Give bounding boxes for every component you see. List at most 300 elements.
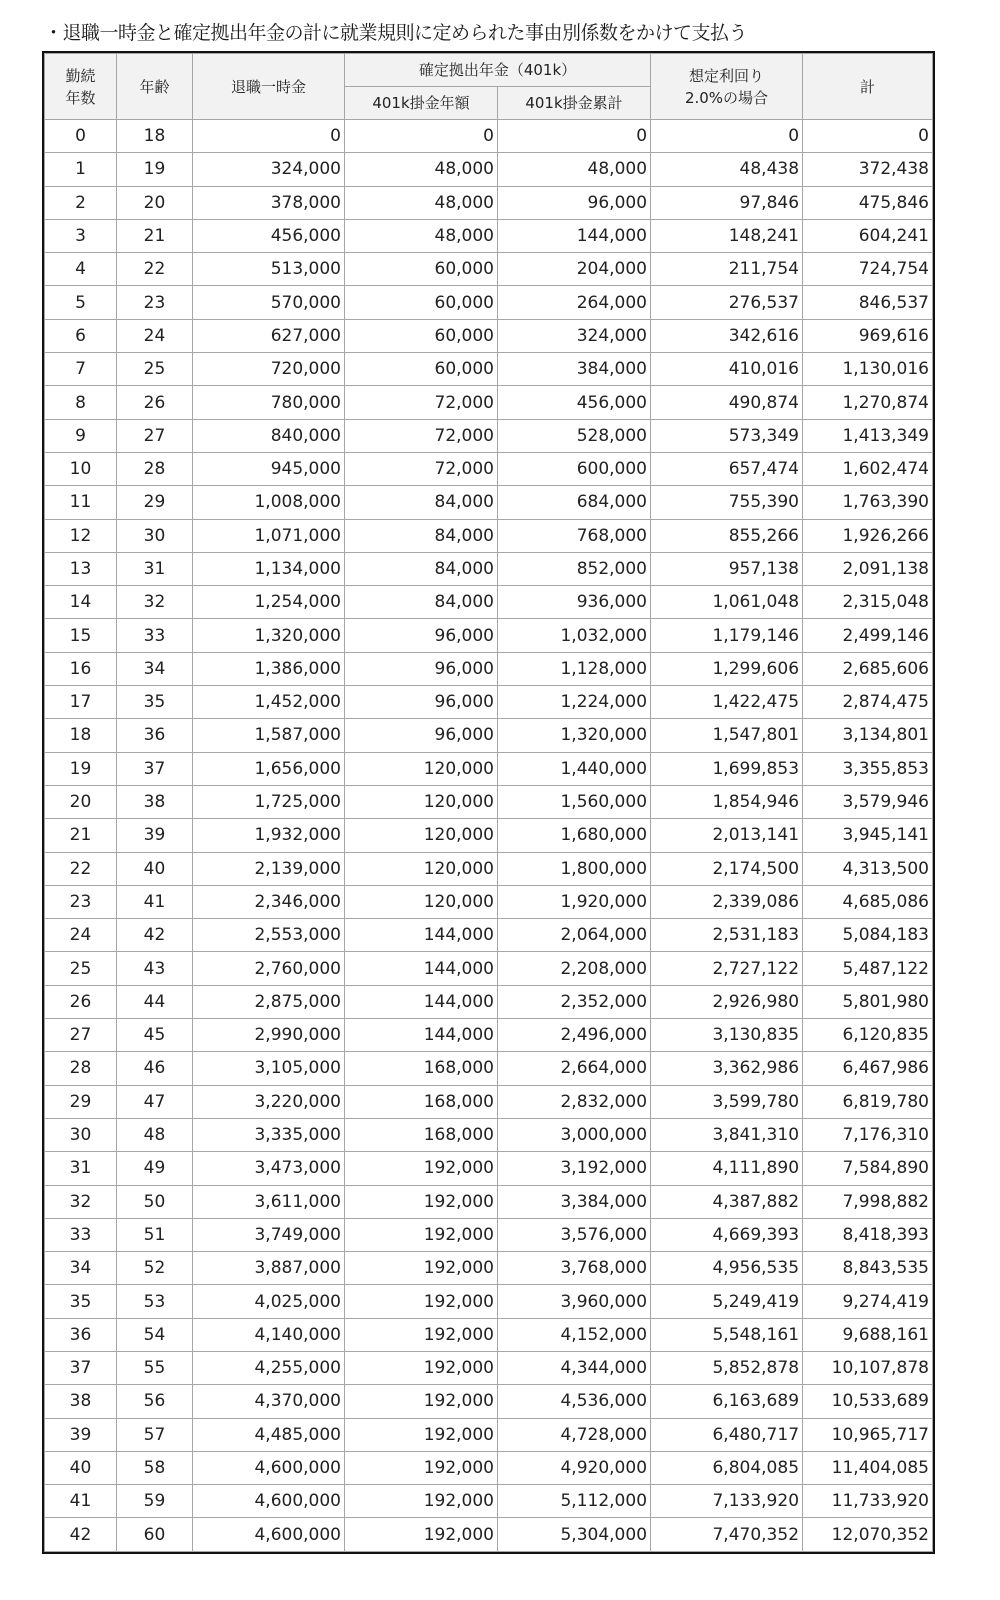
lump-sum-cell: 0 (193, 120, 345, 153)
dc-annual-cell: 192,000 (345, 1518, 498, 1551)
years-cell: 6 (45, 319, 117, 352)
years-cell: 2 (45, 186, 117, 219)
table-row (45, 752, 933, 785)
years-cell: 17 (45, 686, 117, 719)
total-cell: 6,819,780 (803, 1085, 933, 1118)
dc-annual-cell: 72,000 (345, 386, 498, 419)
dc-cumulative-cell: 2,832,000 (498, 1085, 651, 1118)
years-cell: 41 (45, 1485, 117, 1518)
dc-annual-cell: 144,000 (345, 919, 498, 952)
lump-sum-cell: 1,254,000 (193, 586, 345, 619)
assumed-yield-cell: 4,387,882 (651, 1185, 803, 1218)
header-assumed-yield (651, 54, 803, 120)
lump-sum-cell: 4,600,000 (193, 1518, 345, 1551)
dc-cumulative-cell: 3,960,000 (498, 1285, 651, 1318)
lump-sum-cell: 3,749,000 (193, 1218, 345, 1251)
years-cell: 31 (45, 1152, 117, 1185)
lump-sum-cell: 1,932,000 (193, 819, 345, 852)
years-cell: 15 (45, 619, 117, 652)
total-cell: 8,418,393 (803, 1218, 933, 1251)
dc-cumulative-cell: 4,344,000 (498, 1351, 651, 1384)
total-cell: 846,537 (803, 286, 933, 319)
dc-annual-cell: 96,000 (345, 686, 498, 719)
header-years-line2: 年数 (65, 88, 96, 107)
age-cell: 22 (117, 253, 193, 286)
total-cell: 6,467,986 (803, 1052, 933, 1085)
dc-annual-cell: 60,000 (345, 319, 498, 352)
assumed-yield-cell: 573,349 (651, 419, 803, 452)
table-row (45, 1152, 933, 1185)
dc-cumulative-cell: 96,000 (498, 186, 651, 219)
years-cell: 34 (45, 1252, 117, 1285)
dc-annual-cell: 84,000 (345, 586, 498, 619)
assumed-yield-cell: 3,130,835 (651, 1019, 803, 1052)
table-row (45, 1085, 933, 1118)
table-row (45, 519, 933, 552)
table-row (45, 386, 933, 419)
table-row (45, 819, 933, 852)
assumed-yield-cell: 755,390 (651, 486, 803, 519)
years-cell: 21 (45, 819, 117, 852)
assumed-yield-cell: 2,174,500 (651, 852, 803, 885)
assumed-yield-cell: 6,480,717 (651, 1418, 803, 1451)
dc-annual-cell: 96,000 (345, 652, 498, 685)
lump-sum-cell: 945,000 (193, 452, 345, 485)
dc-annual-cell: 192,000 (345, 1351, 498, 1384)
lump-sum-cell: 570,000 (193, 286, 345, 319)
lump-sum-cell: 2,553,000 (193, 919, 345, 952)
dc-annual-cell: 84,000 (345, 552, 498, 585)
table-row (45, 619, 933, 652)
assumed-yield-cell: 657,474 (651, 452, 803, 485)
dc-annual-cell: 60,000 (345, 286, 498, 319)
lump-sum-cell: 1,320,000 (193, 619, 345, 652)
years-cell: 29 (45, 1085, 117, 1118)
assumed-yield-cell: 3,841,310 (651, 1118, 803, 1151)
dc-cumulative-cell: 1,320,000 (498, 719, 651, 752)
years-cell: 28 (45, 1052, 117, 1085)
table-row (45, 286, 933, 319)
table-row (45, 186, 933, 219)
lump-sum-cell: 378,000 (193, 186, 345, 219)
dc-annual-cell: 144,000 (345, 985, 498, 1018)
table-header (45, 54, 933, 120)
years-cell: 1 (45, 153, 117, 186)
total-cell: 7,998,882 (803, 1185, 933, 1218)
total-cell: 1,270,874 (803, 386, 933, 419)
age-cell: 21 (117, 219, 193, 252)
dc-cumulative-cell: 0 (498, 120, 651, 153)
dc-cumulative-cell: 2,664,000 (498, 1052, 651, 1085)
lump-sum-cell: 4,600,000 (193, 1485, 345, 1518)
table-row (45, 319, 933, 352)
age-cell: 59 (117, 1485, 193, 1518)
years-cell: 37 (45, 1351, 117, 1384)
years-cell: 13 (45, 552, 117, 585)
total-cell: 7,176,310 (803, 1118, 933, 1151)
header-years-line1: 勤続 (65, 66, 96, 85)
age-cell: 44 (117, 985, 193, 1018)
retirement-table (44, 53, 933, 1552)
dc-cumulative-cell: 3,768,000 (498, 1252, 651, 1285)
assumed-yield-cell: 4,669,393 (651, 1218, 803, 1251)
header-dc-group: 確定拠出年金（401k） (345, 54, 651, 87)
age-cell: 42 (117, 919, 193, 952)
age-cell: 58 (117, 1451, 193, 1484)
lump-sum-cell: 4,370,000 (193, 1385, 345, 1418)
dc-cumulative-cell: 936,000 (498, 586, 651, 619)
age-cell: 53 (117, 1285, 193, 1318)
lump-sum-cell: 2,139,000 (193, 852, 345, 885)
age-cell: 32 (117, 586, 193, 619)
table-row (45, 785, 933, 818)
retirement-benefit-table (42, 51, 935, 1554)
dc-cumulative-cell: 4,728,000 (498, 1418, 651, 1451)
table-row (45, 452, 933, 485)
dc-cumulative-cell: 1,032,000 (498, 619, 651, 652)
total-cell: 10,965,717 (803, 1418, 933, 1451)
assumed-yield-cell: 2,339,086 (651, 885, 803, 918)
dc-annual-cell: 168,000 (345, 1052, 498, 1085)
years-cell: 38 (45, 1385, 117, 1418)
assumed-yield-cell: 1,179,146 (651, 619, 803, 652)
years-cell: 27 (45, 1019, 117, 1052)
years-cell: 20 (45, 785, 117, 818)
years-cell: 40 (45, 1451, 117, 1484)
age-cell: 25 (117, 353, 193, 386)
dc-cumulative-cell: 1,920,000 (498, 885, 651, 918)
assumed-yield-cell: 5,548,161 (651, 1318, 803, 1351)
years-cell: 11 (45, 486, 117, 519)
lump-sum-cell: 1,008,000 (193, 486, 345, 519)
dc-cumulative-cell: 324,000 (498, 319, 651, 352)
age-cell: 33 (117, 619, 193, 652)
years-cell: 33 (45, 1218, 117, 1251)
dc-cumulative-cell: 264,000 (498, 286, 651, 319)
dc-cumulative-cell: 600,000 (498, 452, 651, 485)
table-row (45, 952, 933, 985)
dc-cumulative-cell: 4,152,000 (498, 1318, 651, 1351)
table-row (45, 120, 933, 153)
lump-sum-cell: 4,025,000 (193, 1285, 345, 1318)
dc-annual-cell: 48,000 (345, 153, 498, 186)
dc-cumulative-cell: 3,192,000 (498, 1152, 651, 1185)
dc-annual-cell: 192,000 (345, 1385, 498, 1418)
assumed-yield-cell: 957,138 (651, 552, 803, 585)
dc-cumulative-cell: 384,000 (498, 353, 651, 386)
assumed-yield-cell: 0 (651, 120, 803, 153)
total-cell: 6,120,835 (803, 1019, 933, 1052)
table-row (45, 1118, 933, 1151)
lump-sum-cell: 2,875,000 (193, 985, 345, 1018)
years-cell: 24 (45, 919, 117, 952)
lump-sum-cell: 1,587,000 (193, 719, 345, 752)
table-row (45, 153, 933, 186)
table-row (45, 1418, 933, 1451)
dc-annual-cell: 168,000 (345, 1085, 498, 1118)
dc-cumulative-cell: 3,384,000 (498, 1185, 651, 1218)
dc-cumulative-cell: 684,000 (498, 486, 651, 519)
age-cell: 37 (117, 752, 193, 785)
years-cell: 16 (45, 652, 117, 685)
assumed-yield-cell: 855,266 (651, 519, 803, 552)
years-cell: 5 (45, 286, 117, 319)
lump-sum-cell: 324,000 (193, 153, 345, 186)
dc-cumulative-cell: 3,576,000 (498, 1218, 651, 1251)
dc-cumulative-cell: 3,000,000 (498, 1118, 651, 1151)
years-cell: 36 (45, 1318, 117, 1351)
table-row (45, 353, 933, 386)
years-cell: 35 (45, 1285, 117, 1318)
years-cell: 0 (45, 120, 117, 153)
dc-cumulative-cell: 1,800,000 (498, 852, 651, 885)
total-cell: 4,313,500 (803, 852, 933, 885)
dc-cumulative-cell: 2,064,000 (498, 919, 651, 952)
assumed-yield-cell: 276,537 (651, 286, 803, 319)
assumed-yield-cell: 3,599,780 (651, 1085, 803, 1118)
total-cell: 10,533,689 (803, 1385, 933, 1418)
dc-cumulative-cell: 852,000 (498, 552, 651, 585)
dc-cumulative-cell: 1,224,000 (498, 686, 651, 719)
table-row (45, 686, 933, 719)
age-cell: 28 (117, 452, 193, 485)
lump-sum-cell: 2,990,000 (193, 1019, 345, 1052)
table-row (45, 1451, 933, 1484)
total-cell: 2,315,048 (803, 586, 933, 619)
age-cell: 19 (117, 153, 193, 186)
table-row (45, 919, 933, 952)
dc-annual-cell: 192,000 (345, 1252, 498, 1285)
table-row (45, 1218, 933, 1251)
table-row (45, 419, 933, 452)
dc-annual-cell: 60,000 (345, 253, 498, 286)
dc-cumulative-cell: 1,560,000 (498, 785, 651, 818)
age-cell: 27 (117, 419, 193, 452)
assumed-yield-cell: 6,804,085 (651, 1451, 803, 1484)
lump-sum-cell: 3,105,000 (193, 1052, 345, 1085)
dc-annual-cell: 144,000 (345, 1019, 498, 1052)
total-cell: 9,688,161 (803, 1318, 933, 1351)
total-cell: 604,241 (803, 219, 933, 252)
total-cell: 12,070,352 (803, 1518, 933, 1551)
years-cell: 4 (45, 253, 117, 286)
total-cell: 475,846 (803, 186, 933, 219)
table-row (45, 1252, 933, 1285)
assumed-yield-cell: 1,061,048 (651, 586, 803, 619)
dc-cumulative-cell: 144,000 (498, 219, 651, 252)
table-row (45, 1185, 933, 1218)
age-cell: 55 (117, 1351, 193, 1384)
dc-annual-cell: 168,000 (345, 1118, 498, 1151)
table-row (45, 586, 933, 619)
header-yield-line2: 2.0%の場合 (684, 88, 769, 107)
lump-sum-cell: 1,452,000 (193, 686, 345, 719)
age-cell: 47 (117, 1085, 193, 1118)
assumed-yield-cell: 3,362,986 (651, 1052, 803, 1085)
lump-sum-cell: 840,000 (193, 419, 345, 452)
dc-annual-cell: 120,000 (345, 752, 498, 785)
assumed-yield-cell: 1,422,475 (651, 686, 803, 719)
dc-cumulative-cell: 2,496,000 (498, 1019, 651, 1052)
assumed-yield-cell: 4,111,890 (651, 1152, 803, 1185)
age-cell: 23 (117, 286, 193, 319)
dc-cumulative-cell: 1,680,000 (498, 819, 651, 852)
lump-sum-cell: 3,611,000 (193, 1185, 345, 1218)
table-row (45, 486, 933, 519)
assumed-yield-cell: 48,438 (651, 153, 803, 186)
age-cell: 30 (117, 519, 193, 552)
age-cell: 39 (117, 819, 193, 852)
dc-annual-cell: 48,000 (345, 186, 498, 219)
assumed-yield-cell: 2,926,980 (651, 985, 803, 1018)
dc-cumulative-cell: 204,000 (498, 253, 651, 286)
table-row (45, 1318, 933, 1351)
age-cell: 24 (117, 319, 193, 352)
header-yield-line1: 想定利回り (689, 66, 765, 85)
lump-sum-cell: 3,220,000 (193, 1085, 345, 1118)
dc-annual-cell: 192,000 (345, 1318, 498, 1351)
dc-annual-cell: 0 (345, 120, 498, 153)
dc-annual-cell: 48,000 (345, 219, 498, 252)
assumed-yield-cell: 342,616 (651, 319, 803, 352)
dc-annual-cell: 192,000 (345, 1285, 498, 1318)
lump-sum-cell: 720,000 (193, 353, 345, 386)
lump-sum-cell: 1,725,000 (193, 785, 345, 818)
age-cell: 52 (117, 1252, 193, 1285)
total-cell: 372,438 (803, 153, 933, 186)
age-cell: 40 (117, 852, 193, 885)
dc-annual-cell: 120,000 (345, 819, 498, 852)
table-row (45, 552, 933, 585)
dc-cumulative-cell: 2,352,000 (498, 985, 651, 1018)
age-cell: 35 (117, 686, 193, 719)
years-cell: 18 (45, 719, 117, 752)
lump-sum-cell: 4,255,000 (193, 1351, 345, 1384)
years-cell: 26 (45, 985, 117, 1018)
lump-sum-cell: 456,000 (193, 219, 345, 252)
age-cell: 31 (117, 552, 193, 585)
total-cell: 2,499,146 (803, 619, 933, 652)
table-row (45, 1351, 933, 1384)
dc-cumulative-cell: 4,920,000 (498, 1451, 651, 1484)
years-cell: 8 (45, 386, 117, 419)
header-dc-annual: 401k掛金年額 (345, 87, 498, 120)
age-cell: 26 (117, 386, 193, 419)
dc-cumulative-cell: 768,000 (498, 519, 651, 552)
dc-annual-cell: 120,000 (345, 785, 498, 818)
years-cell: 32 (45, 1185, 117, 1218)
total-cell: 0 (803, 120, 933, 153)
dc-annual-cell: 120,000 (345, 852, 498, 885)
dc-cumulative-cell: 1,440,000 (498, 752, 651, 785)
table-row (45, 719, 933, 752)
lump-sum-cell: 627,000 (193, 319, 345, 352)
table-row (45, 985, 933, 1018)
dc-cumulative-cell: 2,208,000 (498, 952, 651, 985)
total-cell: 969,616 (803, 319, 933, 352)
total-cell: 9,274,419 (803, 1285, 933, 1318)
dc-annual-cell: 84,000 (345, 486, 498, 519)
assumed-yield-cell: 4,956,535 (651, 1252, 803, 1285)
total-cell: 8,843,535 (803, 1252, 933, 1285)
total-cell: 2,874,475 (803, 686, 933, 719)
total-cell: 3,134,801 (803, 719, 933, 752)
lump-sum-cell: 1,071,000 (193, 519, 345, 552)
assumed-yield-cell: 1,547,801 (651, 719, 803, 752)
assumed-yield-cell: 148,241 (651, 219, 803, 252)
header-years-of-service (45, 54, 117, 120)
assumed-yield-cell: 1,854,946 (651, 785, 803, 818)
assumed-yield-cell: 5,852,878 (651, 1351, 803, 1384)
dc-annual-cell: 120,000 (345, 885, 498, 918)
total-cell: 7,584,890 (803, 1152, 933, 1185)
total-cell: 3,355,853 (803, 752, 933, 785)
lump-sum-cell: 3,335,000 (193, 1118, 345, 1151)
assumed-yield-cell: 5,249,419 (651, 1285, 803, 1318)
total-cell: 1,130,016 (803, 353, 933, 386)
dc-annual-cell: 192,000 (345, 1185, 498, 1218)
years-cell: 10 (45, 452, 117, 485)
years-cell: 22 (45, 852, 117, 885)
header-dc-cumulative: 401k掛金累計 (498, 87, 651, 120)
years-cell: 30 (45, 1118, 117, 1151)
lump-sum-cell: 4,140,000 (193, 1318, 345, 1351)
years-cell: 25 (45, 952, 117, 985)
dc-annual-cell: 72,000 (345, 419, 498, 452)
header-age: 年齢 (117, 54, 193, 120)
age-cell: 38 (117, 785, 193, 818)
assumed-yield-cell: 490,874 (651, 386, 803, 419)
age-cell: 36 (117, 719, 193, 752)
age-cell: 41 (117, 885, 193, 918)
years-cell: 42 (45, 1518, 117, 1551)
dc-cumulative-cell: 528,000 (498, 419, 651, 452)
table-row (45, 1285, 933, 1318)
total-cell: 2,091,138 (803, 552, 933, 585)
total-cell: 5,801,980 (803, 985, 933, 1018)
lump-sum-cell: 2,346,000 (193, 885, 345, 918)
dc-cumulative-cell: 456,000 (498, 386, 651, 419)
total-cell: 10,107,878 (803, 1351, 933, 1384)
dc-annual-cell: 192,000 (345, 1451, 498, 1484)
assumed-yield-cell: 1,699,853 (651, 752, 803, 785)
assumed-yield-cell: 97,846 (651, 186, 803, 219)
years-cell: 19 (45, 752, 117, 785)
age-cell: 54 (117, 1318, 193, 1351)
years-cell: 14 (45, 586, 117, 619)
table-row (45, 1052, 933, 1085)
table-caption: ・退職一時金と確定拠出年金の計に就業規則に定められた事由別係数をかけて支払う (44, 22, 748, 44)
lump-sum-cell: 3,473,000 (193, 1152, 345, 1185)
assumed-yield-cell: 410,016 (651, 353, 803, 386)
total-cell: 3,945,141 (803, 819, 933, 852)
lump-sum-cell: 780,000 (193, 386, 345, 419)
table-row (45, 1385, 933, 1418)
total-cell: 4,685,086 (803, 885, 933, 918)
lump-sum-cell: 513,000 (193, 253, 345, 286)
lump-sum-cell: 1,386,000 (193, 652, 345, 685)
age-cell: 29 (117, 486, 193, 519)
age-cell: 34 (117, 652, 193, 685)
total-cell: 1,763,390 (803, 486, 933, 519)
dc-annual-cell: 192,000 (345, 1418, 498, 1451)
dc-cumulative-cell: 1,128,000 (498, 652, 651, 685)
age-cell: 51 (117, 1218, 193, 1251)
age-cell: 43 (117, 952, 193, 985)
table-row (45, 253, 933, 286)
table-body (45, 120, 933, 1552)
age-cell: 20 (117, 186, 193, 219)
